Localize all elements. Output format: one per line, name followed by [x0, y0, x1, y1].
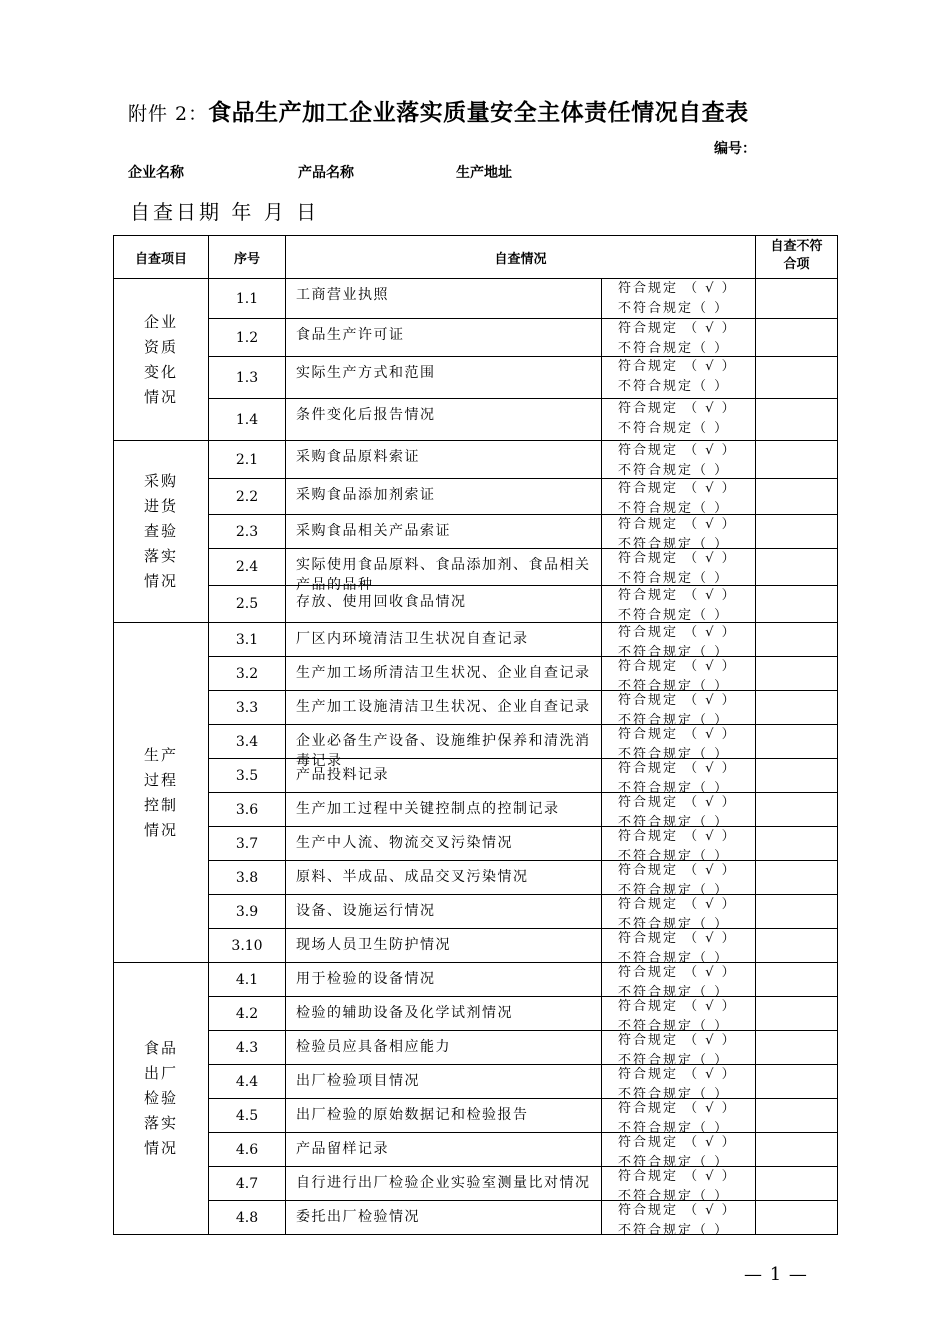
noncompliant-cell[interactable]: [756, 725, 838, 759]
row-description: 委托出厂检验情况: [286, 1201, 602, 1235]
compliance-options: [602, 441, 756, 479]
row-description: 自行进行出厂检验企业实验室测量比对情况: [286, 1167, 602, 1201]
table-row: [114, 827, 838, 861]
compliance-options: [602, 1133, 756, 1170]
row-number: 2.5: [209, 586, 286, 623]
document-title: [128, 94, 749, 127]
compliance-options: [602, 657, 756, 694]
row-number: 3.5: [209, 759, 286, 793]
row-number: 3.4: [209, 725, 286, 759]
row-description: 采购食品添加剂索证: [286, 479, 602, 515]
option-noncompliant: 不符合规定（ ）: [618, 608, 730, 623]
noncompliant-cell[interactable]: [756, 1065, 838, 1099]
option-noncompliant: 不符合规定（ ）: [618, 1019, 730, 1034]
option-compliant: 符合规定 （ √ ）: [618, 321, 737, 336]
option-noncompliant: 不符合规定（ ）: [618, 1155, 730, 1170]
option-noncompliant: 不符合规定（ ）: [618, 1053, 730, 1068]
option-noncompliant: 不符合规定（ ）: [618, 815, 730, 830]
table-row: [114, 623, 838, 657]
compliance-options: [602, 319, 756, 357]
title-main: 食品生产加工企业落实质量安全主体责任情况自查表: [208, 99, 749, 126]
noncompliant-cell[interactable]: [756, 759, 838, 793]
table-row: [114, 441, 838, 479]
compliance-options: [602, 515, 756, 552]
option-noncompliant: 不符合规定（ ）: [618, 463, 730, 478]
row-description: 食品生产许可证: [286, 319, 602, 357]
row-description: 条件变化后报告情况: [286, 399, 602, 441]
option-compliant: 符合规定 （ √ ）: [618, 1033, 737, 1048]
option-compliant: 符合规定 （ √ ）: [618, 999, 737, 1014]
table-row: [114, 357, 838, 399]
row-description: 用于检验的设备情况: [286, 963, 602, 997]
compliance-options: [602, 399, 756, 441]
option-noncompliant: 不符合规定（ ）: [618, 571, 730, 586]
compliance-options: [602, 1031, 756, 1068]
noncompliant-cell[interactable]: [756, 1031, 838, 1065]
noncompliant-cell[interactable]: [756, 1133, 838, 1167]
noncompliant-cell[interactable]: [756, 1167, 838, 1201]
table-row: [114, 861, 838, 895]
table-row: [114, 479, 838, 515]
option-noncompliant: 不符合规定（ ）: [618, 1087, 730, 1102]
category-cell: 企业 资质 变化 情况: [114, 279, 209, 441]
option-noncompliant: 不符合规定（ ）: [618, 849, 730, 864]
option-noncompliant: 不符合规定（ ）: [618, 679, 730, 694]
table-row: [114, 586, 838, 623]
noncompliant-cell[interactable]: [756, 657, 838, 691]
address-label: 生产地址: [456, 165, 512, 181]
table-row: [114, 1099, 838, 1133]
table-row: [114, 549, 838, 586]
row-description: 实际使用食品原料、食品添加剂、食品相关产品的品种: [286, 549, 602, 586]
code-label: 编号：: [714, 141, 756, 157]
row-number: 3.6: [209, 793, 286, 827]
compliance-options: [602, 1065, 756, 1102]
row-number: 3.3: [209, 691, 286, 725]
table-row: [114, 929, 838, 963]
compliance-options: [602, 1099, 756, 1136]
row-description: 检验的辅助设备及化学试剂情况: [286, 997, 602, 1031]
row-number: 4.6: [209, 1133, 286, 1167]
row-number: 3.2: [209, 657, 286, 691]
option-noncompliant: 不符合规定（ ）: [618, 747, 730, 762]
row-number: 3.8: [209, 861, 286, 895]
table-row: [114, 691, 838, 725]
option-compliant: 符合规定 （ √ ）: [618, 588, 737, 603]
noncompliant-cell[interactable]: [756, 861, 838, 895]
compliance-options: [602, 929, 756, 966]
row-number: 3.1: [209, 623, 286, 657]
option-noncompliant: 不符合规定（ ）: [618, 951, 730, 966]
option-noncompliant: 不符合规定（ ）: [618, 883, 730, 898]
table-row: [114, 895, 838, 929]
noncompliant-cell[interactable]: [756, 479, 838, 515]
category-cell: 食品 出厂 检验 落实 情况: [114, 963, 209, 1235]
header-item: 自查项目: [114, 236, 209, 279]
row-number: 3.9: [209, 895, 286, 929]
category-cell: 生产 过程 控制 情况: [114, 623, 209, 963]
compliance-options: [602, 1201, 756, 1238]
table-row: [114, 1031, 838, 1065]
noncompliant-cell[interactable]: [756, 549, 838, 586]
noncompliant-cell[interactable]: [756, 515, 838, 549]
row-number: 4.7: [209, 1167, 286, 1201]
row-number: 4.3: [209, 1031, 286, 1065]
option-compliant: 符合规定 （ √ ）: [618, 693, 737, 708]
page-number: — 1 —: [744, 1264, 808, 1285]
compliance-options: [602, 586, 756, 623]
option-noncompliant: 不符合规定（ ）: [618, 645, 730, 660]
option-noncompliant: 不符合规定（ ）: [618, 1121, 730, 1136]
table-row: [114, 319, 838, 357]
option-compliant: 符合规定 （ √ ）: [618, 965, 737, 980]
row-description: 企业必备生产设备、设施维护保养和清洗消毒记录: [286, 725, 602, 759]
row-description: 工商营业执照: [286, 279, 602, 319]
compliance-options: [602, 861, 756, 898]
row-number: 3.7: [209, 827, 286, 861]
row-description: 产品留样记录: [286, 1133, 602, 1167]
row-description: 存放、使用回收食品情况: [286, 586, 602, 623]
table-row: [114, 279, 838, 319]
option-compliant: 符合规定 （ √ ）: [618, 1067, 737, 1082]
table-row: [114, 515, 838, 549]
option-noncompliant: 不符合规定（ ）: [618, 501, 730, 516]
noncompliant-cell[interactable]: [756, 279, 838, 319]
option-compliant: 符合规定 （ √ ）: [618, 931, 737, 946]
option-compliant: 符合规定 （ √ ）: [618, 401, 737, 416]
noncompliant-cell[interactable]: [756, 319, 838, 357]
option-noncompliant: 不符合规定（ ）: [618, 379, 730, 394]
noncompliant-cell[interactable]: [756, 929, 838, 963]
noncompliant-cell[interactable]: [756, 586, 838, 623]
row-description: 出厂检验项目情况: [286, 1065, 602, 1099]
table-row: [114, 1167, 838, 1201]
option-noncompliant: 不符合规定（ ）: [618, 781, 730, 796]
option-compliant: 符合规定 （ √ ）: [618, 1101, 737, 1116]
table-row: [114, 963, 838, 997]
option-noncompliant: 不符合规定（ ）: [618, 917, 730, 932]
row-description: 设备、设施运行情况: [286, 895, 602, 929]
row-description: 厂区内环境清洁卫生状况自查记录: [286, 623, 602, 657]
table-row: [114, 399, 838, 441]
compliance-options: [602, 827, 756, 864]
compliance-options: [602, 963, 756, 1000]
category-cell: 采购 进货 查验 落实 情况: [114, 441, 209, 623]
row-number: 4.2: [209, 997, 286, 1031]
option-noncompliant: 不符合规定（ ）: [618, 341, 730, 356]
row-description: 生产加工场所清洁卫生状况、企业自查记录: [286, 657, 602, 691]
table-header-row: [114, 236, 838, 279]
row-number: 4.8: [209, 1201, 286, 1235]
noncompliant-cell[interactable]: [756, 827, 838, 861]
table-row: [114, 997, 838, 1031]
row-description: 生产中人流、物流交叉污染情况: [286, 827, 602, 861]
compliance-options: [602, 793, 756, 830]
row-number: 2.1: [209, 441, 286, 479]
option-compliant: 符合规定 （ √ ）: [618, 517, 737, 532]
noncompliant-cell[interactable]: [756, 691, 838, 725]
row-description: 原料、半成品、成品交叉污染情况: [286, 861, 602, 895]
row-number: 2.4: [209, 549, 286, 586]
noncompliant-cell[interactable]: [756, 963, 838, 997]
self-check-table: [113, 235, 838, 1238]
compliance-options: [602, 997, 756, 1034]
table-row: [114, 657, 838, 691]
noncompliant-cell[interactable]: [756, 399, 838, 441]
header-noncompliant: 自查不符合项: [756, 236, 838, 279]
option-compliant: 符合规定 （ √ ）: [618, 659, 737, 674]
noncompliant-cell[interactable]: [756, 441, 838, 479]
option-noncompliant: 不符合规定（ ）: [618, 421, 730, 436]
compliance-options: [602, 895, 756, 932]
noncompliant-cell[interactable]: [756, 1099, 838, 1133]
option-compliant: 符合规定 （ √ ）: [618, 1135, 737, 1150]
compliance-options: [602, 479, 756, 515]
row-description: 采购食品原料索证: [286, 441, 602, 479]
row-number: 1.4: [209, 399, 286, 441]
row-description: 产品投料记录: [286, 759, 602, 793]
row-number: 1.1: [209, 279, 286, 319]
row-number: 2.2: [209, 479, 286, 515]
option-compliant: 符合规定 （ √ ）: [618, 551, 737, 566]
row-number: 4.4: [209, 1065, 286, 1099]
product-name-label: 产品名称: [298, 165, 354, 181]
company-name-label: 企业名称: [128, 165, 184, 181]
row-description: 检验员应具备相应能力: [286, 1031, 602, 1065]
option-compliant: 符合规定 （ √ ）: [618, 829, 737, 844]
noncompliant-cell[interactable]: [756, 623, 838, 657]
attachment-label: 附件 2：: [128, 103, 209, 125]
row-number: 1.3: [209, 357, 286, 399]
table-row: [114, 759, 838, 793]
table-row: [114, 1133, 838, 1167]
row-description: 出厂检验的原始数据记和检验报告: [286, 1099, 602, 1133]
option-noncompliant: 不符合规定（ ）: [618, 1189, 730, 1204]
option-compliant: 符合规定 （ √ ）: [618, 625, 737, 640]
option-noncompliant: 不符合规定（ ）: [618, 713, 730, 728]
option-compliant: 符合规定 （ √ ）: [618, 863, 737, 878]
table-row: [114, 725, 838, 759]
option-noncompliant: 不符合规定（ ）: [618, 985, 730, 1000]
option-compliant: 符合规定 （ √ ）: [618, 727, 737, 742]
row-number: 4.5: [209, 1099, 286, 1133]
row-number: 1.2: [209, 319, 286, 357]
row-description: 现场人员卫生防护情况: [286, 929, 602, 963]
option-compliant: 符合规定 （ √ ）: [618, 1169, 737, 1184]
row-number: 4.1: [209, 963, 286, 997]
compliance-options: [602, 357, 756, 399]
header-no: 序号: [209, 236, 286, 279]
compliance-options: [602, 549, 756, 586]
compliance-options: [602, 623, 756, 660]
compliance-options: [602, 279, 756, 319]
row-description: 生产加工过程中关键控制点的控制记录: [286, 793, 602, 827]
option-compliant: 符合规定 （ √ ）: [618, 281, 737, 296]
noncompliant-cell[interactable]: [756, 357, 838, 399]
check-date-label: 自查日期 年 月 日: [130, 200, 320, 224]
option-compliant: 符合规定 （ √ ）: [618, 443, 737, 458]
compliance-options: [602, 1167, 756, 1204]
option-compliant: 符合规定 （ √ ）: [618, 795, 737, 810]
option-compliant: 符合规定 （ √ ）: [618, 481, 737, 496]
compliance-options: [602, 691, 756, 728]
noncompliant-cell[interactable]: [756, 997, 838, 1031]
option-noncompliant: 不符合规定（ ）: [618, 537, 730, 552]
option-compliant: 符合规定 （ √ ）: [618, 761, 737, 776]
row-number: 2.3: [209, 515, 286, 549]
table-row: [114, 1201, 838, 1235]
option-noncompliant: 不符合规定（ ）: [618, 1223, 730, 1238]
row-description: 采购食品相关产品索证: [286, 515, 602, 549]
noncompliant-cell[interactable]: [756, 1201, 838, 1235]
noncompliant-cell[interactable]: [756, 895, 838, 929]
row-description: 实际生产方式和范围: [286, 357, 602, 399]
option-compliant: 符合规定 （ √ ）: [618, 359, 737, 374]
compliance-options: [602, 759, 756, 796]
table-row: [114, 793, 838, 827]
noncompliant-cell[interactable]: [756, 793, 838, 827]
row-number: 3.10: [209, 929, 286, 963]
compliance-options: [602, 725, 756, 762]
table-row: [114, 1065, 838, 1099]
option-compliant: 符合规定 （ √ ）: [618, 1203, 737, 1218]
header-status: 自查情况: [286, 236, 756, 279]
option-noncompliant: 不符合规定（ ）: [618, 301, 730, 316]
option-compliant: 符合规定 （ √ ）: [618, 897, 737, 912]
row-description: 生产加工设施清洁卫生状况、企业自查记录: [286, 691, 602, 725]
